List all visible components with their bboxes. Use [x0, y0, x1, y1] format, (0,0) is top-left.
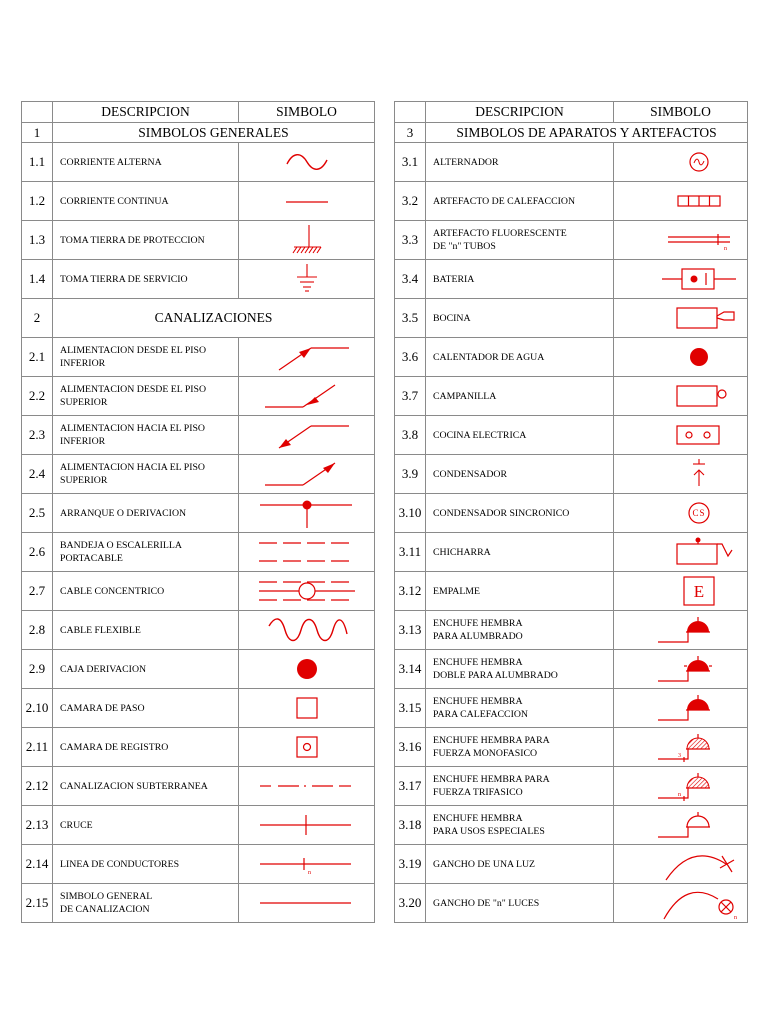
symbol-cell: [614, 845, 748, 884]
table-row: [22, 416, 375, 455]
item-description: ALIMENTACION HACIA EL PISO SUPERIOR: [53, 455, 239, 494]
symbol-cell: [614, 494, 748, 533]
synchronous-capacitor-symbol-icon: [614, 495, 748, 531]
item-number: 1.2: [22, 182, 53, 221]
right-symbols-table: [394, 101, 748, 923]
item-number: 3.10: [395, 494, 426, 533]
item-description: ENCHUFE HEMBRA DOBLE PARA ALUMBRADO: [426, 650, 614, 689]
symbol-cell: [614, 182, 748, 221]
item-number: 2.4: [22, 455, 53, 494]
symbol-cell: [239, 455, 375, 494]
item-description: CANALIZACION SUBTERRANEA: [53, 767, 239, 806]
item-description: EMPALME: [426, 572, 614, 611]
symbol-cell: [614, 533, 748, 572]
item-description: COCINA ELECTRICA: [426, 416, 614, 455]
symbol-cell: [614, 650, 748, 689]
table-row: [395, 728, 748, 767]
single-phase-socket-symbol-icon: [614, 729, 748, 765]
table-row: [395, 260, 748, 299]
table-row: [22, 650, 375, 689]
table-row: [22, 533, 375, 572]
section-row: [395, 123, 748, 143]
protective-earth-symbol-icon: [239, 222, 375, 258]
item-number: 2.13: [22, 806, 53, 845]
table-row: [395, 611, 748, 650]
svg-text:n: n: [724, 246, 727, 252]
item-number: 2.8: [22, 611, 53, 650]
item-number: 2.15: [22, 884, 53, 923]
alternating-current-symbol-icon: [239, 144, 375, 180]
table-row: [22, 221, 375, 260]
symbol-cell: [614, 221, 748, 260]
symbol-cell: [239, 728, 375, 767]
symbol-cell: [239, 143, 375, 182]
symbol-header: SIMBOLO: [239, 102, 375, 123]
item-number: 3.11: [395, 533, 426, 572]
item-description: GANCHO DE "n" LUCES: [426, 884, 614, 923]
section-title: SIMBOLOS DE APARATOS Y ARTEFACTOS: [426, 123, 748, 143]
symbol-cell: [239, 221, 375, 260]
symbol-cell: [614, 416, 748, 455]
branch-symbol-icon: [239, 495, 375, 531]
item-description: ENCHUFE HEMBRA PARA ALUMBRADO: [426, 611, 614, 650]
splice-symbol-icon: [614, 573, 748, 609]
table-row: [395, 845, 748, 884]
item-description: CAJA DERIVACION: [53, 650, 239, 689]
svg-text:E: E: [693, 582, 705, 601]
item-number: 3.4: [395, 260, 426, 299]
item-number: 2.7: [22, 572, 53, 611]
section-number: 1: [22, 123, 53, 143]
item-number: 3.7: [395, 377, 426, 416]
feed-from-upper-floor-symbol-icon: [239, 378, 375, 414]
symbol-cell: [239, 338, 375, 377]
item-description: LINEA DE CONDUCTORES: [53, 845, 239, 884]
header-blank-cell: [395, 102, 426, 123]
svg-text:3: 3: [678, 753, 681, 759]
item-description: BOCINA: [426, 299, 614, 338]
table-row: [395, 884, 748, 923]
svg-text:n: n: [734, 915, 737, 921]
cable-tray-symbol-icon: [239, 534, 375, 570]
symbol-cell: [239, 182, 375, 221]
item-description: CORRIENTE ALTERNA: [53, 143, 239, 182]
item-description: BATERIA: [426, 260, 614, 299]
item-description: CAMARA DE REGISTRO: [53, 728, 239, 767]
junction-box-symbol-icon: [239, 651, 375, 687]
item-number: 2.10: [22, 689, 53, 728]
symbol-cell: [239, 533, 375, 572]
item-description: CHICHARRA: [426, 533, 614, 572]
item-description: TOMA TIERRA DE SERVICIO: [53, 260, 239, 299]
symbol-cell: [614, 689, 748, 728]
item-number: 2.14: [22, 845, 53, 884]
item-number: 3.3: [395, 221, 426, 260]
conductor-line-symbol-icon: [239, 846, 375, 882]
symbol-cell: [614, 884, 748, 923]
item-description: ENCHUFE HEMBRA PARA USOS ESPECIALES: [426, 806, 614, 845]
table-row: [22, 182, 375, 221]
electric-stove-symbol-icon: [614, 417, 748, 453]
item-description: CALENTADOR DE AGUA: [426, 338, 614, 377]
symbol-cell: [614, 767, 748, 806]
table-row: [395, 377, 748, 416]
item-description: ARRANQUE O DERIVACION: [53, 494, 239, 533]
item-number: 2.1: [22, 338, 53, 377]
table-row: [22, 728, 375, 767]
description-header: DESCRIPCION: [53, 102, 239, 123]
symbol-cell: [239, 494, 375, 533]
item-number: 3.5: [395, 299, 426, 338]
symbol-cell: [239, 845, 375, 884]
item-number: 1.3: [22, 221, 53, 260]
table-row: [395, 533, 748, 572]
symbol-cell: [239, 767, 375, 806]
item-number: 3.17: [395, 767, 426, 806]
table-row: [22, 143, 375, 182]
item-number: 2.2: [22, 377, 53, 416]
item-number: 3.6: [395, 338, 426, 377]
item-number: 3.12: [395, 572, 426, 611]
item-description: ALTERNADOR: [426, 143, 614, 182]
item-description: ENCHUFE HEMBRA PARA FUERZA TRIFASICO: [426, 767, 614, 806]
feed-from-lower-floor-symbol-icon: [239, 339, 375, 375]
table-row: [395, 572, 748, 611]
table-row: [22, 611, 375, 650]
table-row: [22, 338, 375, 377]
item-description: SIMBOLO GENERAL DE CANALIZACION: [53, 884, 239, 923]
item-description: CABLE FLEXIBLE: [53, 611, 239, 650]
table-row: [22, 494, 375, 533]
capacitor-symbol-icon: [614, 456, 748, 492]
section-title: SIMBOLOS GENERALES: [53, 123, 375, 143]
table-row: [395, 806, 748, 845]
item-description: CORRIENTE CONTINUA: [53, 182, 239, 221]
item-number: 3.13: [395, 611, 426, 650]
alternator-symbol-icon: [614, 144, 748, 180]
item-number: 3.9: [395, 455, 426, 494]
item-description: TOMA TIERRA DE PROTECCION: [53, 221, 239, 260]
item-description: ALIMENTACION DESDE EL PISO INFERIOR: [53, 338, 239, 377]
water-heater-symbol-icon: [614, 339, 748, 375]
svg-text:n: n: [678, 792, 681, 798]
symbol-cell: [239, 260, 375, 299]
item-number: 3.20: [395, 884, 426, 923]
section-number: 2: [22, 299, 53, 338]
fluorescent-fixture-symbol-icon: [614, 222, 748, 258]
section-number: 3: [395, 123, 426, 143]
underground-duct-symbol-icon: [239, 768, 375, 804]
table-row: [395, 494, 748, 533]
header-blank-cell: [22, 102, 53, 123]
item-number: 3.14: [395, 650, 426, 689]
symbol-cell: [614, 143, 748, 182]
table-row: [395, 182, 748, 221]
symbol-cell: [239, 416, 375, 455]
item-number: 2.5: [22, 494, 53, 533]
crossing-symbol-icon: [239, 807, 375, 843]
item-description: CAMPANILLA: [426, 377, 614, 416]
symbol-header: SIMBOLO: [614, 102, 748, 123]
symbol-cell: [614, 806, 748, 845]
battery-symbol-icon: [614, 261, 748, 297]
symbol-cell: [239, 689, 375, 728]
flexible-cable-symbol-icon: [239, 612, 375, 648]
item-number: 1.4: [22, 260, 53, 299]
symbol-cell: [239, 572, 375, 611]
item-description: ENCHUFE HEMBRA PARA CALEFACCION: [426, 689, 614, 728]
section-row: [22, 299, 375, 338]
item-description: BANDEJA O ESCALERILLA PORTACABLE: [53, 533, 239, 572]
symbol-cell: [614, 728, 748, 767]
table-row: [395, 767, 748, 806]
table-row: [22, 689, 375, 728]
table-row: [395, 299, 748, 338]
svg-text:n: n: [308, 870, 311, 876]
heating-appliance-symbol-icon: [614, 183, 748, 219]
section-row: [22, 123, 375, 143]
item-description: CONDENSADOR SINCRONICO: [426, 494, 614, 533]
item-description: ARTEFACTO FLUORESCENTE DE "n" TUBOS: [426, 221, 614, 260]
item-number: 2.6: [22, 533, 53, 572]
multi-light-hook-symbol-icon: [614, 885, 748, 921]
feed-to-upper-floor-symbol-icon: [239, 456, 375, 492]
description-header: DESCRIPCION: [426, 102, 614, 123]
item-number: 2.11: [22, 728, 53, 767]
item-description: CAMARA DE PASO: [53, 689, 239, 728]
table-row: [395, 416, 748, 455]
double-lighting-socket-symbol-icon: [614, 651, 748, 687]
pass-chamber-symbol-icon: [239, 690, 375, 726]
table-row: [395, 455, 748, 494]
symbol-cell: [614, 338, 748, 377]
feed-to-lower-floor-symbol-icon: [239, 417, 375, 453]
item-number: 3.1: [395, 143, 426, 182]
symbol-cell: [239, 884, 375, 923]
concentric-cable-symbol-icon: [239, 573, 375, 609]
table-row: [395, 689, 748, 728]
header-row: [395, 102, 748, 123]
item-description: CONDENSADOR: [426, 455, 614, 494]
item-description: ALIMENTACION HACIA EL PISO INFERIOR: [53, 416, 239, 455]
three-phase-socket-symbol-icon: [614, 768, 748, 804]
item-number: 1.1: [22, 143, 53, 182]
table-row: [22, 572, 375, 611]
symbol-cell: [614, 455, 748, 494]
table-row: [395, 143, 748, 182]
single-light-hook-symbol-icon: [614, 846, 748, 882]
item-number: 3.2: [395, 182, 426, 221]
item-number: 2.12: [22, 767, 53, 806]
register-chamber-symbol-icon: [239, 729, 375, 765]
heating-socket-symbol-icon: [614, 690, 748, 726]
symbol-cell: [614, 260, 748, 299]
item-number: 3.19: [395, 845, 426, 884]
symbol-cell: [239, 611, 375, 650]
item-description: ENCHUFE HEMBRA PARA FUERZA MONOFASICO: [426, 728, 614, 767]
item-number: 2.9: [22, 650, 53, 689]
symbol-cell: [614, 377, 748, 416]
table-row: [395, 338, 748, 377]
symbol-cell: [239, 806, 375, 845]
item-description: GANCHO DE UNA LUZ: [426, 845, 614, 884]
section-title: CANALIZACIONES: [53, 299, 375, 338]
item-number: 3.18: [395, 806, 426, 845]
item-number: 3.16: [395, 728, 426, 767]
table-row: [395, 221, 748, 260]
table-row: [22, 845, 375, 884]
bell-symbol-icon: [614, 378, 748, 414]
special-use-socket-symbol-icon: [614, 807, 748, 843]
svg-text:CS: CS: [692, 508, 706, 518]
item-number: 2.3: [22, 416, 53, 455]
table-row: [395, 650, 748, 689]
item-number: 3.15: [395, 689, 426, 728]
symbol-cell: [614, 299, 748, 338]
symbol-cell: [614, 572, 748, 611]
table-row: [22, 884, 375, 923]
table-row: [22, 767, 375, 806]
symbol-cell: [614, 611, 748, 650]
direct-current-symbol-icon: [239, 183, 375, 219]
table-row: [22, 377, 375, 416]
item-number: 3.8: [395, 416, 426, 455]
symbol-cell: [239, 377, 375, 416]
table-row: [22, 455, 375, 494]
item-description: CRUCE: [53, 806, 239, 845]
buzzer-symbol-icon: [614, 534, 748, 570]
item-description: ALIMENTACION DESDE EL PISO SUPERIOR: [53, 377, 239, 416]
item-description: CABLE CONCENTRICO: [53, 572, 239, 611]
table-row: [22, 260, 375, 299]
left-symbols-table: [21, 101, 375, 923]
service-earth-symbol-icon: [239, 261, 375, 297]
table-row: [22, 806, 375, 845]
horn-symbol-icon: [614, 300, 748, 336]
symbol-cell: [239, 650, 375, 689]
header-row: [22, 102, 375, 123]
lighting-socket-symbol-icon: [614, 612, 748, 648]
item-description: ARTEFACTO DE CALEFACCION: [426, 182, 614, 221]
general-duct-symbol-icon: [239, 885, 375, 921]
